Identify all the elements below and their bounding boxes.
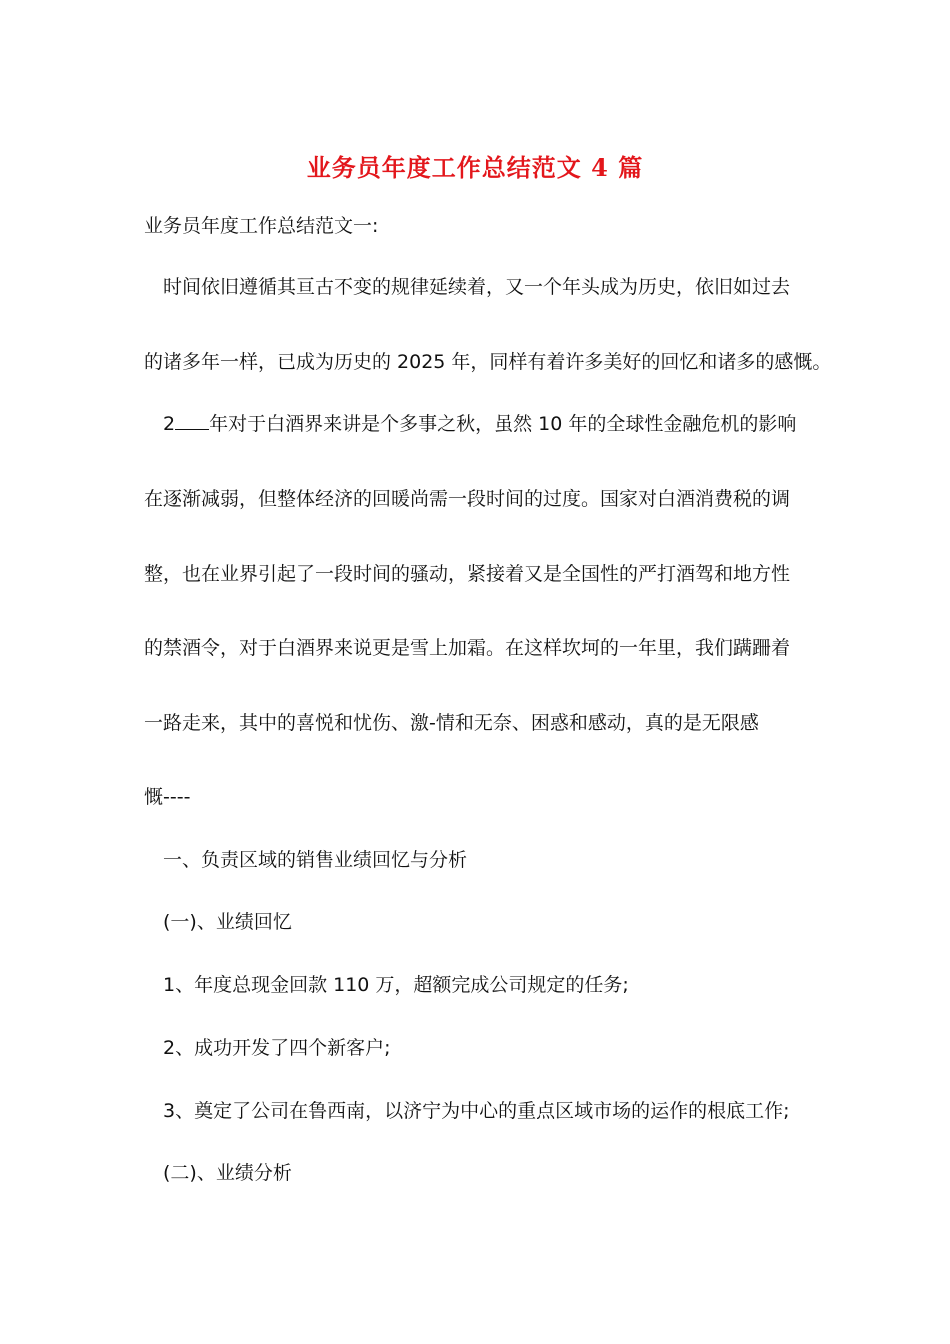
paragraph-2-line-1 xyxy=(163,410,796,438)
list-item-3: 3、奠定了公司在鲁西南，以济宁为中心的重点区域市场的运作的根底工作; xyxy=(163,1100,790,1122)
paragraph-2-line-6: 慨---- xyxy=(144,786,191,808)
year-prefix: 2 xyxy=(163,413,176,435)
document-title: 业务员年度工作总结范文 4 篇 xyxy=(306,153,644,182)
paragraph-2-line-1-text: 年对于白酒界来讲是个多事之秋，虽然 10 年的全球性金融危机的影响 xyxy=(209,413,797,435)
paragraph-2-line-3: 整，也在业界引起了一段时间的骚动，紧接着又是全国性的严打酒驾和地方性 xyxy=(144,563,791,585)
paragraph-1-line-2: 的诸多年一样，已成为历史的 2025 年，同样有着许多美好的回忆和诸多的感慨。 xyxy=(144,351,832,373)
paragraph-2-line-2: 在逐渐减弱，但整体经济的回暖尚需一段时间的过度。国家对白酒消费税的调 xyxy=(144,488,791,510)
section-heading-1: 一、负责区域的销售业绩回忆与分析 xyxy=(163,849,468,871)
year-blank xyxy=(175,411,209,430)
subtitle: 业务员年度工作总结范文一: xyxy=(144,215,379,237)
list-item-1: 1、年度总现金回款 110 万，超额完成公司规定的任务; xyxy=(163,974,629,996)
paragraph-2-line-4: 的禁酒令，对于白酒界来说更是雪上加霜。在这样坎坷的一年里，我们蹒跚着 xyxy=(144,637,791,659)
sub-heading-1: (一)、业绩回忆 xyxy=(163,911,292,933)
paragraph-1-line-1: 时间依旧遵循其亘古不变的规律延续着，又一个年头成为历史，依旧如过去 xyxy=(163,276,791,298)
sub-heading-2: (二)、业绩分析 xyxy=(163,1162,292,1184)
list-item-2: 2、成功开发了四个新客户; xyxy=(163,1037,391,1059)
paragraph-2-line-5: 一路走来，其中的喜悦和忧伤、激-情和无奈、困惑和感动，真的是无限感 xyxy=(144,712,759,734)
